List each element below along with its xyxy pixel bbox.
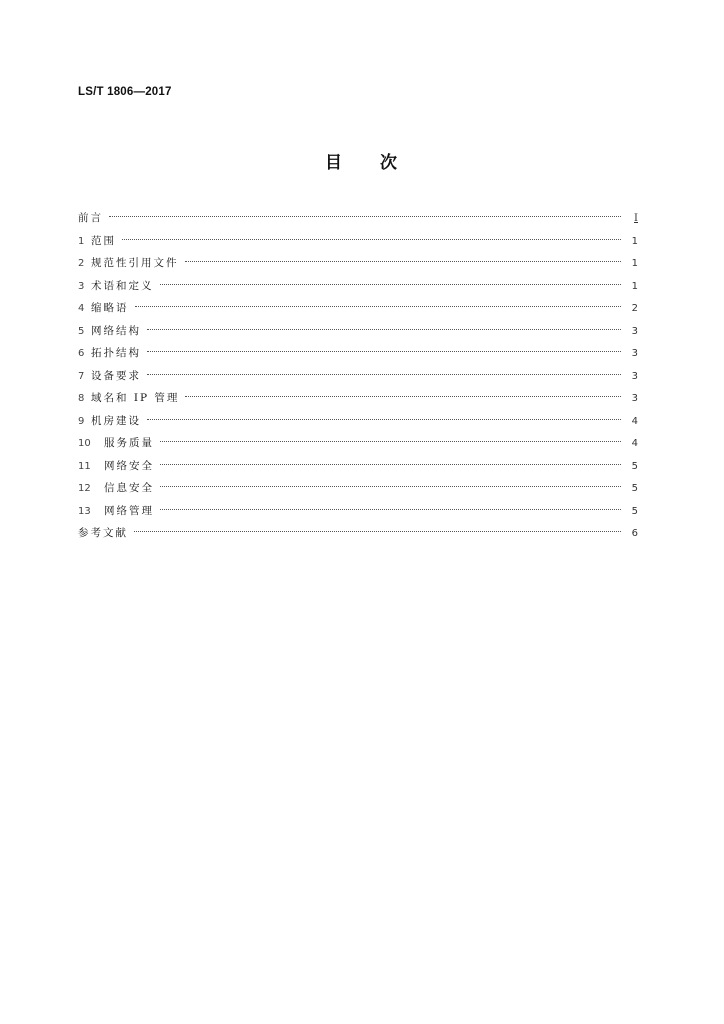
- toc-entry-label: 范围: [91, 234, 116, 247]
- toc-entry[interactable]: [78, 477, 638, 500]
- dot-leader: [160, 283, 622, 285]
- toc-entry-page: 1: [631, 280, 638, 292]
- toc-entry-label: 前言: [78, 212, 103, 224]
- toc-entry-page: 5: [631, 460, 638, 472]
- toc-entry-number: 1: [78, 235, 85, 247]
- toc-entry-page: 3: [631, 370, 638, 382]
- toc-entry-label: 规范性引用文件: [91, 257, 179, 269]
- dot-leader: [109, 215, 621, 217]
- toc-entry-page: 3: [631, 393, 638, 404]
- dot-leader: [134, 530, 621, 532]
- toc-entry[interactable]: [78, 252, 638, 275]
- toc-entry-number: 5: [78, 325, 85, 337]
- toc-entry-label: 网络结构: [91, 324, 141, 337]
- toc-entry-number: 4: [78, 303, 85, 314]
- toc-title: 目次: [325, 153, 435, 173]
- toc-entry-page: 3: [631, 348, 638, 359]
- toc-entry-number: 7: [78, 370, 85, 382]
- dot-leader: [185, 395, 621, 397]
- toc-entry[interactable]: [78, 387, 638, 410]
- toc-entry-label: 服务质量: [104, 437, 154, 449]
- toc-entry-label: 网络管理: [104, 504, 154, 517]
- dot-leader: [135, 305, 622, 307]
- dot-leader: [147, 418, 621, 420]
- toc-entry[interactable]: [78, 432, 638, 455]
- toc-entry[interactable]: [78, 455, 638, 478]
- toc-entry-label: 拓扑结构: [91, 347, 141, 359]
- toc-entry-number: 12: [78, 483, 91, 494]
- toc-entry-label: 术语和定义: [91, 279, 154, 292]
- dot-leader: [160, 508, 621, 510]
- toc-entry-label: 缩略语: [91, 302, 129, 314]
- toc-entry-number: 9: [78, 415, 85, 427]
- toc-entry-label: 域名和 IP 管理: [91, 392, 180, 404]
- toc-entry[interactable]: [78, 500, 638, 523]
- toc-entry[interactable]: [78, 207, 638, 230]
- document-code: LS/T 1806—2017: [78, 86, 172, 98]
- toc-entry[interactable]: [78, 297, 638, 320]
- dot-leader: [147, 328, 621, 330]
- dot-leader: [147, 373, 621, 375]
- toc-entry[interactable]: [78, 410, 638, 433]
- toc-entry-page: 5: [631, 505, 638, 517]
- toc-entry-number: 6: [78, 348, 85, 359]
- toc-entry-page: Ⅰ: [634, 213, 638, 224]
- toc-entry-label: 网络安全: [104, 459, 154, 472]
- toc-entry[interactable]: [78, 275, 638, 298]
- toc-entry-number: 2: [78, 258, 85, 269]
- toc-entry-page: 1: [631, 258, 638, 269]
- toc-entry[interactable]: [78, 522, 638, 545]
- toc-entry-page: 4: [631, 438, 638, 449]
- toc-entry-number: 3: [78, 280, 85, 292]
- toc-entry-number: 10: [78, 438, 91, 449]
- toc-entry-page: 3: [631, 325, 638, 337]
- toc-entry-label: 机房建设: [91, 414, 141, 427]
- dot-leader: [122, 238, 621, 240]
- toc-entry-page: 1: [631, 235, 638, 247]
- dot-leader: [147, 350, 621, 352]
- toc-entry[interactable]: [78, 230, 638, 253]
- toc-entry-number: 13: [78, 505, 91, 517]
- dot-leader: [160, 463, 621, 465]
- toc-entry-label: 信息安全: [104, 482, 154, 494]
- dot-leader: [160, 485, 621, 487]
- toc-entry-label: 参考文献: [78, 527, 128, 539]
- toc-entry-number: 8: [78, 393, 85, 404]
- toc-entry-page: 6: [631, 528, 638, 539]
- table-of-contents: [78, 207, 638, 545]
- dot-leader: [185, 260, 622, 262]
- toc-entry-number: 11: [78, 460, 91, 472]
- toc-entry-page: 5: [631, 483, 638, 494]
- dot-leader: [160, 440, 621, 442]
- toc-entry[interactable]: [78, 342, 638, 365]
- toc-entry-label: 设备要求: [91, 369, 141, 382]
- toc-entry[interactable]: [78, 320, 638, 343]
- toc-entry-page: 2: [631, 303, 638, 314]
- toc-entry-page: 4: [631, 415, 638, 427]
- toc-entry[interactable]: [78, 365, 638, 388]
